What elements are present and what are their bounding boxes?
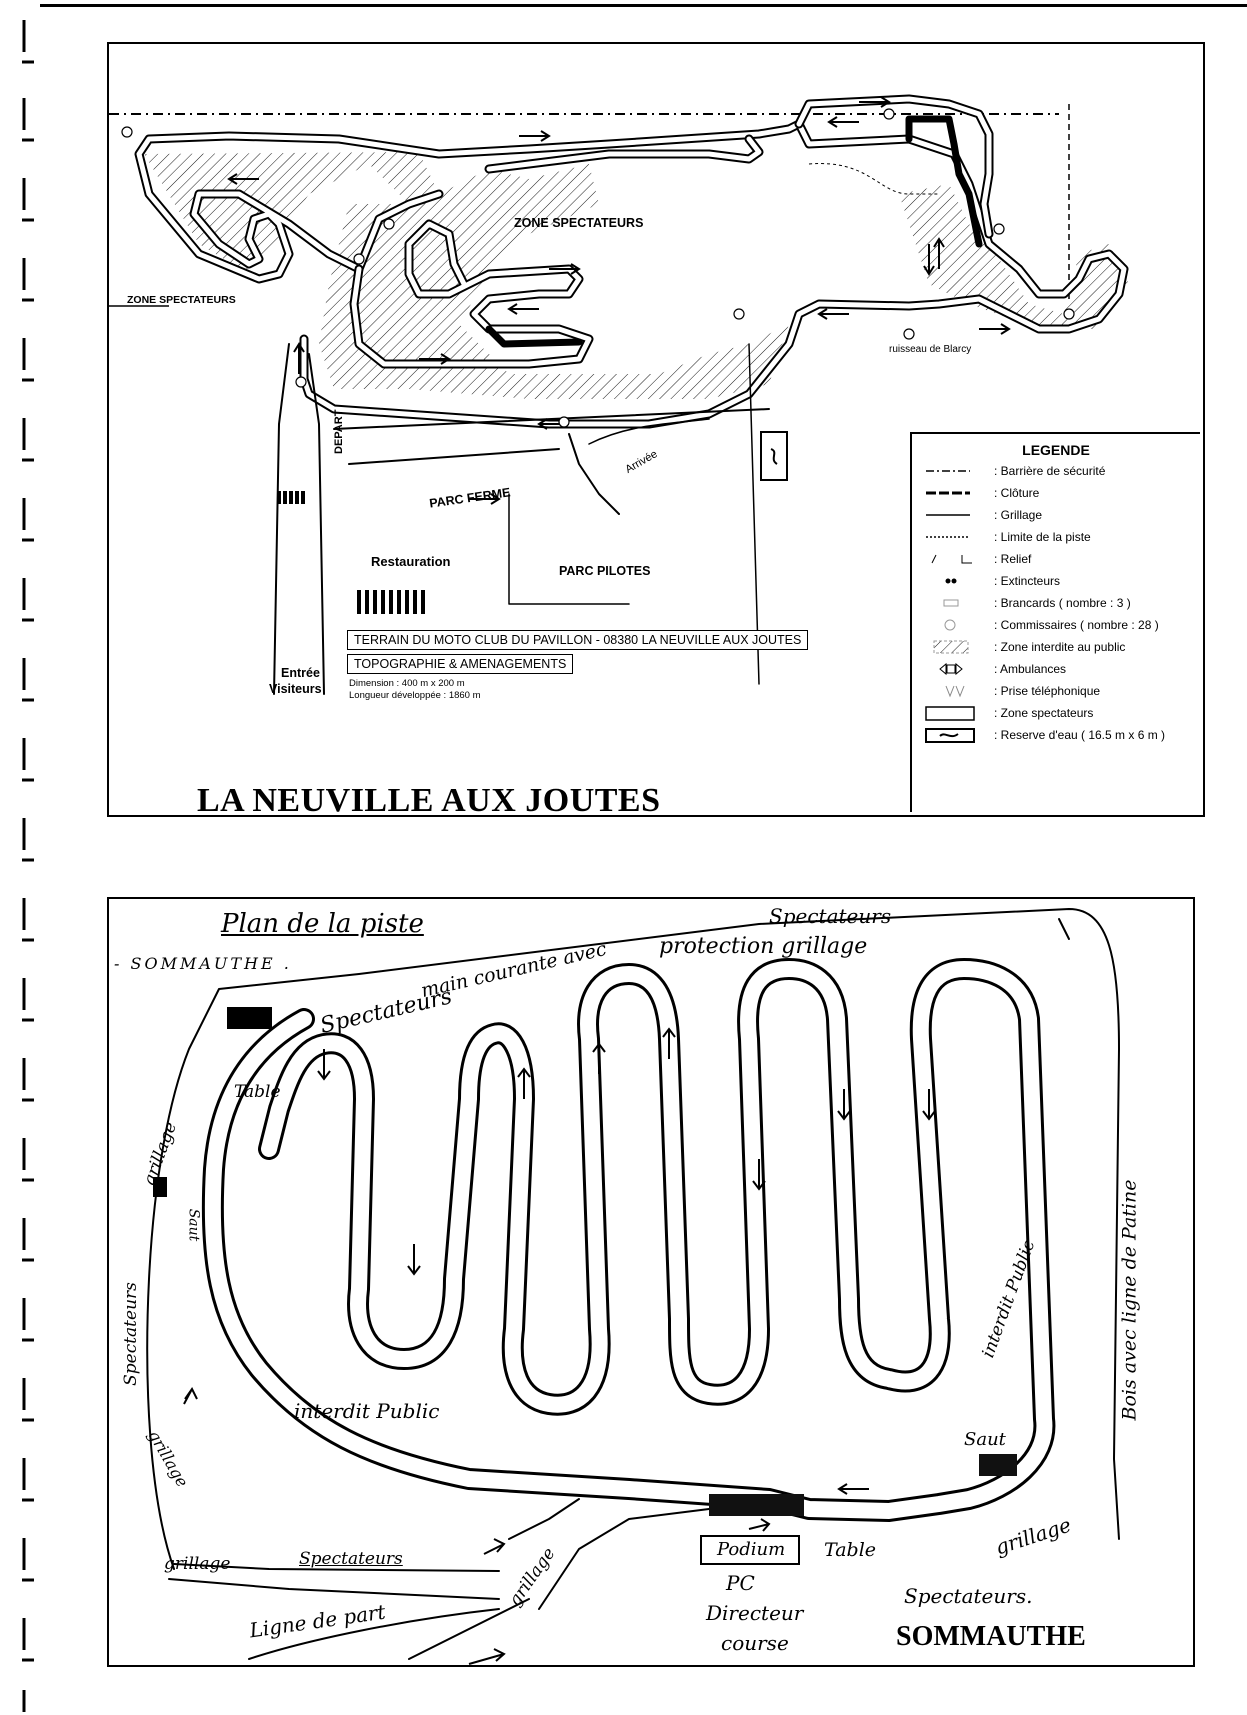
label-grillage-right: grillage xyxy=(992,1512,1074,1560)
binder-spine xyxy=(0,0,70,1715)
legend-item-water-reserve: : Reserve d'eau ( 16.5 m x 6 m ) xyxy=(920,724,1165,746)
label-parc-pilotes: PARC PILOTES xyxy=(559,564,651,578)
label-saut-left: Saut xyxy=(185,1208,202,1242)
map1-title: LA NEUVILLE AUX JOUTES xyxy=(197,782,661,819)
label-protection: protection grillage xyxy=(659,934,868,959)
label-ligne-depart: Ligne de part xyxy=(247,1599,387,1643)
label-parc-ferme: PARC FERME xyxy=(428,485,512,511)
label-ruisseau: ruisseau de Blarcy xyxy=(889,344,972,355)
label-visiteurs: Visiteurs xyxy=(269,682,322,696)
legend-item-barrier: : Barrière de sécurité xyxy=(994,464,1106,478)
map-sommauthe xyxy=(107,897,1195,1667)
table-block-bottom xyxy=(709,1494,804,1516)
label-spectateurs-left: Spectateurs xyxy=(120,1282,141,1386)
label-spectateurs-bottom-right: Spectateurs. xyxy=(904,1584,1033,1608)
label-course: course xyxy=(721,1631,789,1655)
legend-item-ambulance: : Ambulances xyxy=(920,658,1066,680)
label-pc: PC xyxy=(726,1571,755,1595)
label-depart: DEPART xyxy=(333,409,345,454)
legend-title: LEGENDE xyxy=(1022,442,1090,458)
label-interdit-public-center: interdit Public xyxy=(294,1399,440,1423)
legend-item-spectator-zone: : Zone spectateurs xyxy=(920,702,1093,724)
legend-item-phone: : Prise téléphonique xyxy=(920,680,1100,702)
label-bois: Bois avec ligne de Patine xyxy=(1118,1179,1141,1421)
label-grillage-mid: grillage xyxy=(504,1544,560,1610)
legend-item-extinguisher: : Extincteurs xyxy=(920,570,1060,592)
label-interdit-public-right: interdit Public xyxy=(978,1237,1040,1361)
label-zone-spectateurs-left: ZONE SPECTATEURS xyxy=(127,294,236,306)
legend-item-track-limit: : Limite de la piste xyxy=(994,530,1091,544)
label-table-top: Table xyxy=(234,1082,281,1102)
label-sommauthe-top: - SOMMAUTHE . xyxy=(114,954,292,973)
legend-item-relief: : Relief xyxy=(920,548,1031,570)
legend-item-grillage: : Grillage xyxy=(994,508,1043,522)
label-zone-spectateurs-center: ZONE SPECTATEURS xyxy=(514,216,644,230)
label-arrivee: Arrivée xyxy=(623,448,660,476)
label-plan: Plan de la piste xyxy=(221,909,424,939)
saut-block-right xyxy=(979,1454,1017,1476)
info-terrain: TERRAIN DU MOTO CLUB DU PAVILLON - 08380 LA NEUVILLE AUX JOUTES xyxy=(347,630,808,650)
legend xyxy=(910,432,1200,812)
label-podium: Podium xyxy=(717,1539,786,1560)
table-block-top xyxy=(227,1007,272,1029)
label-main-courante: main courante avec xyxy=(418,937,609,1003)
label-restauration: Restauration xyxy=(371,554,451,569)
info-longueur: Longueur développée : 1860 m xyxy=(349,690,481,701)
legend-item-fence: : Clôture xyxy=(994,486,1040,500)
label-directeur: Directeur xyxy=(706,1601,804,1625)
top-rule xyxy=(40,4,1247,7)
legend-item-stretcher: : Brancards ( nombre : 3 ) xyxy=(920,592,1131,614)
label-entree: Entrée xyxy=(281,666,320,680)
info-topographie: TOPOGRAPHIE & AMENAGEMENTS xyxy=(347,654,573,674)
legend-item-no-public: : Zone interdite au public xyxy=(920,636,1125,658)
label-spectateurs-bottom: Spectateurs xyxy=(299,1549,403,1569)
info-dimension: Dimension : 400 m x 200 m xyxy=(349,678,465,689)
map-la-neuville xyxy=(107,42,1205,817)
label-saut-right: Saut xyxy=(964,1429,1006,1450)
label-spectateurs-top: Spectateurs xyxy=(769,904,892,928)
label-grillage-left-bottom: grillage xyxy=(144,1426,193,1491)
label-grillage-left-top: grillage xyxy=(139,1119,181,1189)
legend-item-marshal: : Commissaires ( nombre : 28 ) xyxy=(920,614,1159,636)
label-grillage-bottom: grillage xyxy=(164,1554,231,1574)
track-map-2 xyxy=(109,899,1193,1665)
label-table-bottom: Table xyxy=(824,1539,877,1561)
label-spectateurs-left-top: Spectateurs xyxy=(317,984,455,1039)
map2-title: SOMMAUTHE xyxy=(896,1621,1086,1652)
